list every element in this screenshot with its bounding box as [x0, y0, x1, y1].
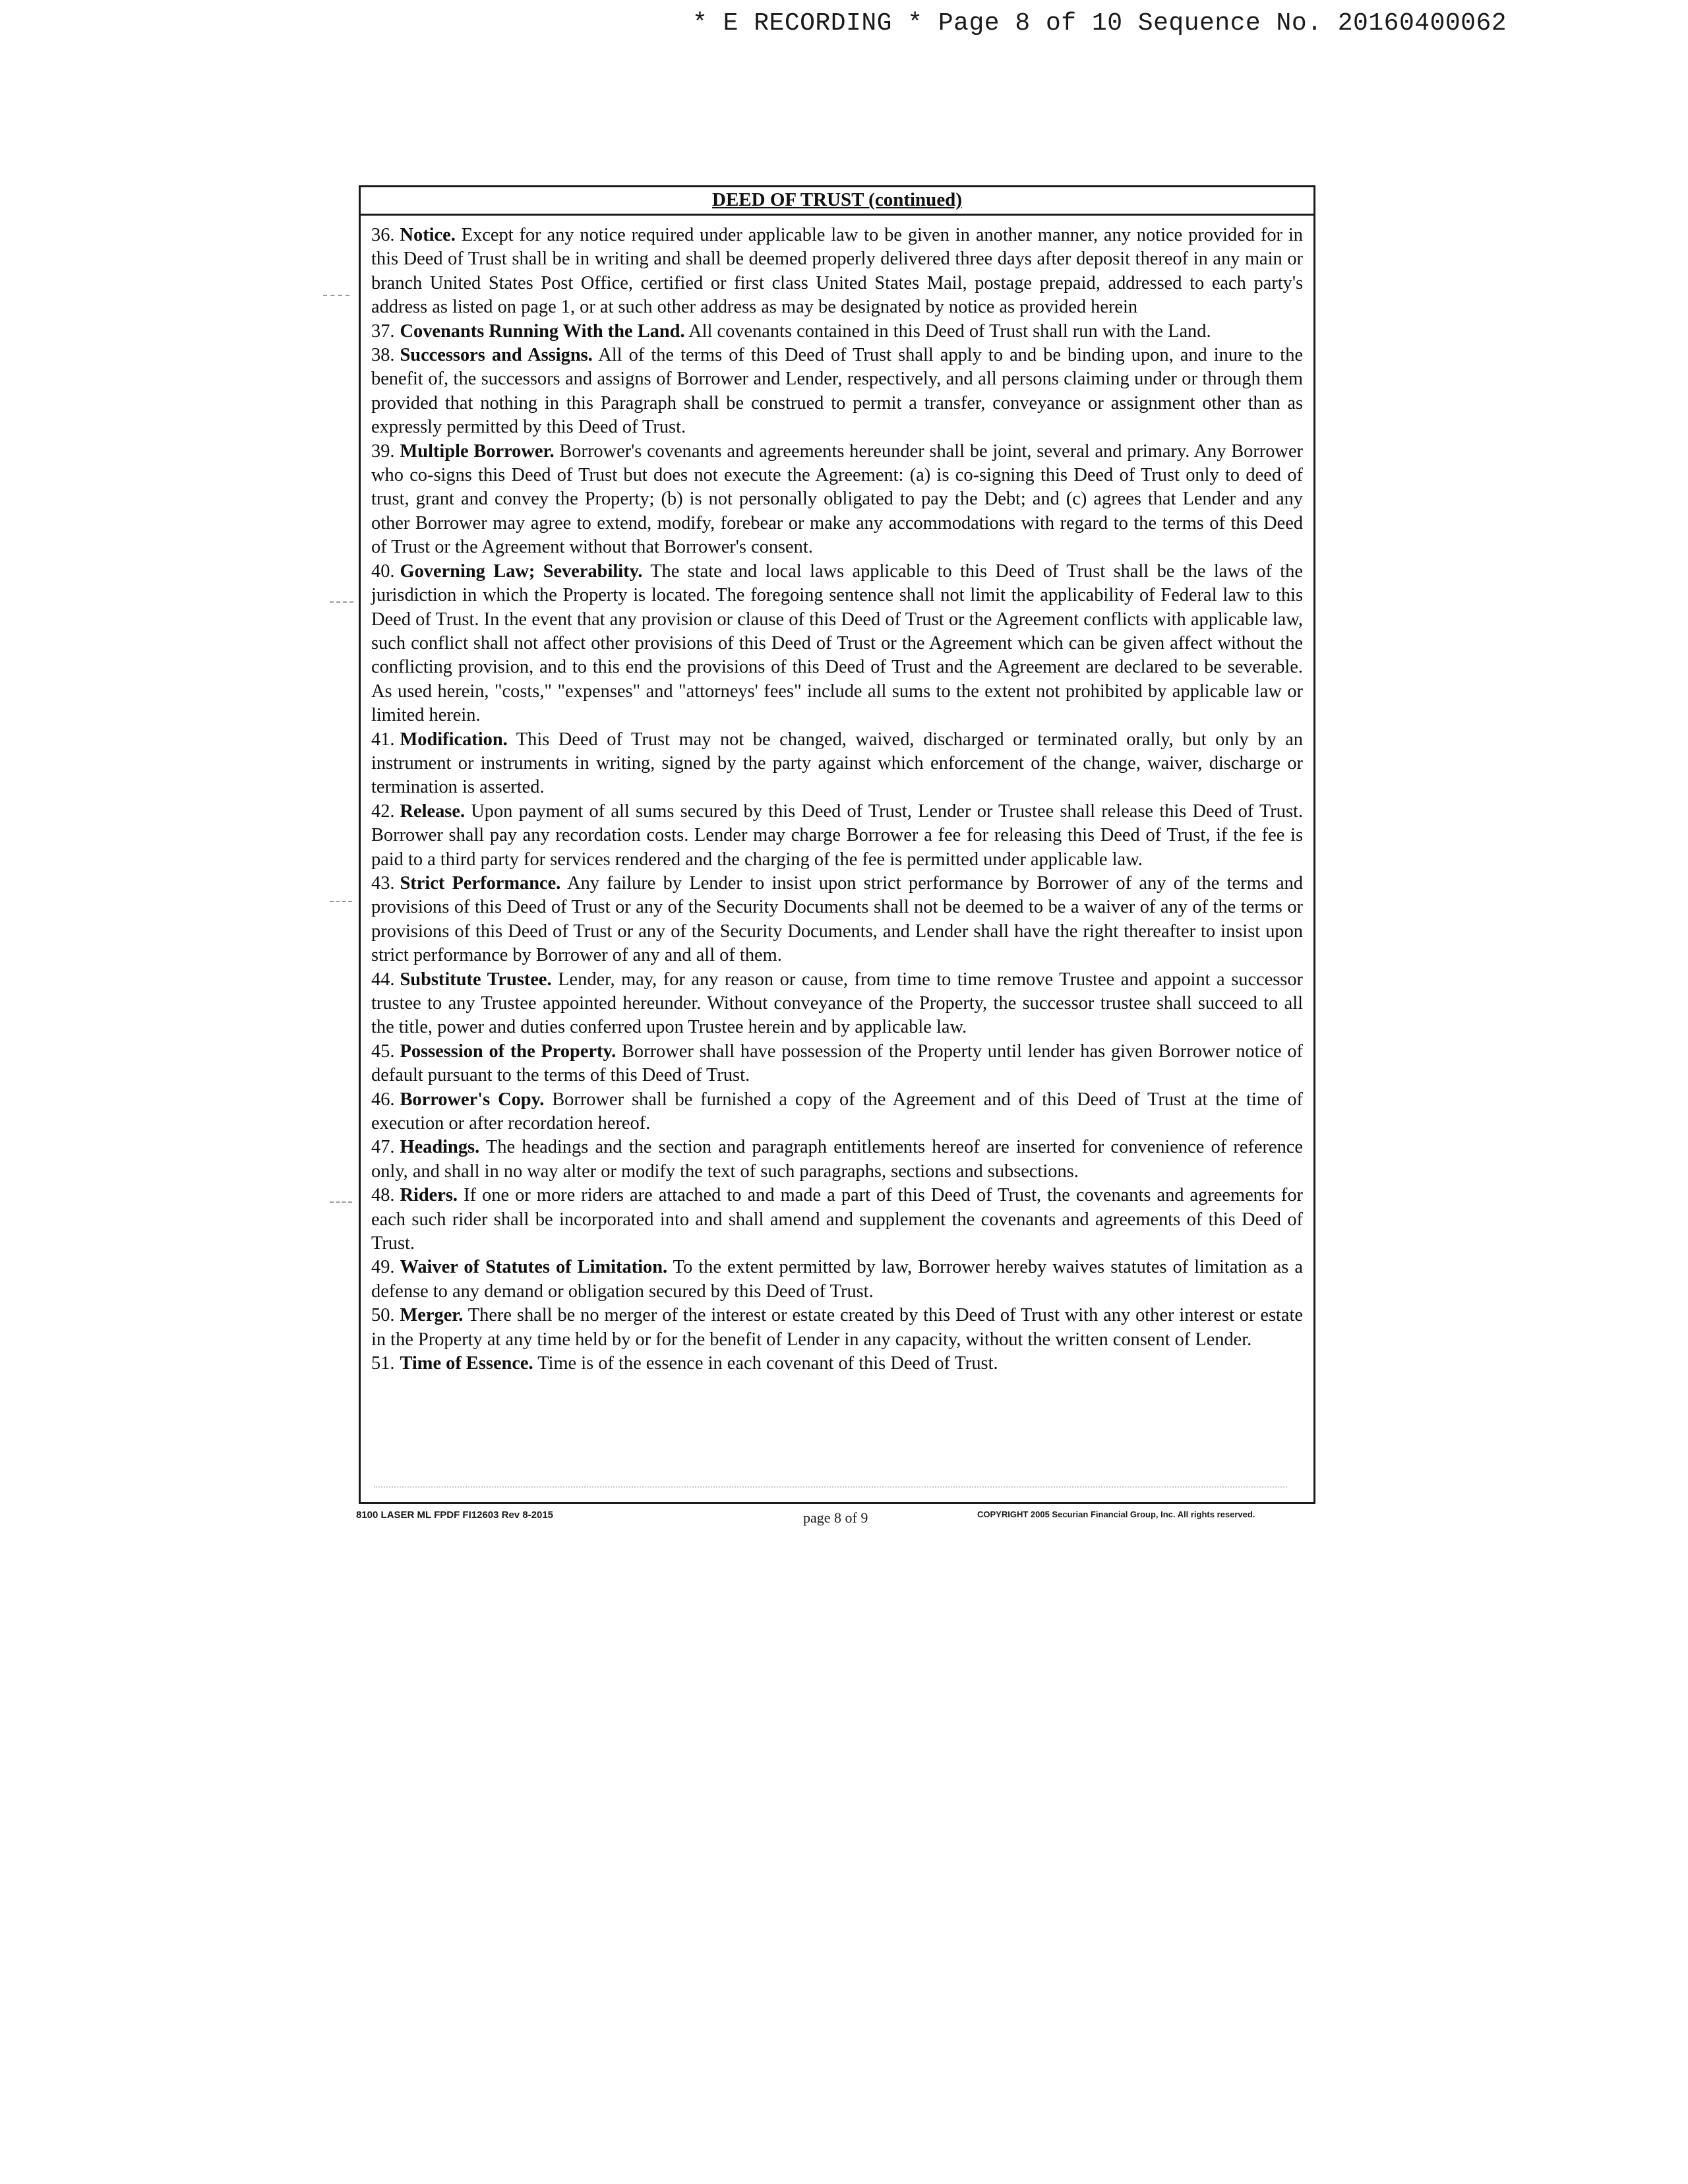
clause-text: The headings and the section and paragraph entitlements hereof are inserted for convenience of reference only, and shall in no way alter or modify the text of such paragraphs, sections and subsections. [371, 1137, 1303, 1182]
clause-heading: Borrower's Copy. [400, 1089, 545, 1110]
clause-number: 40. [371, 561, 395, 582]
clause-text: Borrower shall have possession of the Property until lender has given Borrower notice of default pursuant to the terms of this Deed of Trust. [371, 1041, 1303, 1086]
clause-39 [371, 440, 1303, 560]
clause-42 [371, 800, 1303, 872]
clause-heading: Multiple Borrower. [400, 440, 555, 462]
clause-number: 50. [371, 1305, 395, 1326]
clause-37 [371, 320, 1303, 344]
clause-number: 43. [371, 872, 395, 894]
clause-heading: Substitute Trustee. [400, 969, 552, 990]
document-title [361, 187, 1313, 216]
clause-44 [371, 968, 1303, 1040]
clause-number: 44. [371, 969, 395, 990]
clause-text: The state and local laws applicable to this Deed of Trust shall be the laws of the jurisdiction in which the Property is located. The foregoing sentence shall not limit the applicability of Federal law to this Deed of Trust. In the event that any provision or clause of this Deed of Trust or the Agreement conflicts with applicable law, such conflict shall not affect other provisions of this Deed of Trust or the Agreement which can be given affect without the conflicting provision, and to this end the provisions of this Deed of Trust and the Agreement are declared to be severable. As used herein, "costs," "expenses" and "attorneys' fees" include all sums to the extent not prohibited by applicable law or limited herein. [371, 561, 1303, 726]
clause-number: 51. [371, 1353, 395, 1374]
clause-number: 46. [371, 1089, 395, 1110]
clause-text: Lender, may, for any reason or cause, from time to time remove Trustee and appoint a successor trustee to any Trustee appointed hereunder. Without conveyance of the Property, the successor trustee shall succeed to all the title, power and duties conferred upon Trustee herein and by applicable law. [371, 969, 1303, 1038]
clause-text: To the extent permitted by law, Borrower hereby waives statutes of limitation as a defense to any demand or obligation secured by this Deed of Trust. [371, 1257, 1303, 1302]
clause-heading: Notice. [400, 225, 456, 245]
clause-text: Borrower's covenants and agreements hereunder shall be joint, several and primary. Any Borrower who co-signs this Deed of Trust but does not execute the Agreement: (a) is co-signing this Deed of Trust only to deed of trust, grant and convey the Property; (b) is not personally obligated to pay the Debt; and (c) agrees that Lender and any other Borrower may agree to extend, modify, forebear or make any accommodations with regard to the terms of this Deed of Trust or the Agreement without that Borrower's consent. [371, 440, 1303, 558]
clause-number: 42. [371, 801, 395, 822]
clause-number: 37. [371, 320, 395, 342]
clause-46 [371, 1088, 1303, 1136]
clause-text: Any failure by Lender to insist upon strict performance by Borrower of any of the terms and provisions of this Deed of Trust or any of the Security Documents shall not be deemed to be a waiver of any of the terms or provisions of this Deed of Trust or any of the Security Documents, and Lender shall have the right thereafter to insist upon strict performance by Borrower of any and all of them. [371, 872, 1303, 966]
clause-number: 41. [371, 729, 395, 750]
clause-heading: Waiver of Statutes of Limitation. [400, 1257, 668, 1278]
clause-number: 47. [371, 1137, 395, 1158]
footer-form-id: 8100 LASER ML FPDF FI12603 Rev 8-2015 [356, 1509, 554, 1521]
clause-text: If one or more riders are attached to and made a part of this Deed of Trust, the covenants and agreements for each such rider shall be incorporated into and shall amend and supplement the covenants and agreements of this Deed of Trust. [371, 1185, 1303, 1254]
deed-of-trust-frame [359, 185, 1315, 1504]
clause-36 [371, 224, 1303, 320]
clause-51 [371, 1352, 1303, 1376]
clause-heading: Merger. [400, 1305, 464, 1326]
scan-margin-mark [330, 901, 352, 902]
faint-scan-line [374, 1486, 1287, 1488]
clause-40 [371, 560, 1303, 728]
clause-heading: Time of Essence. [400, 1353, 533, 1374]
clause-text: Time is of the essence in each covenant of this Deed of Trust. [537, 1353, 998, 1374]
footer-copyright: COPYRIGHT 2005 Securian Financial Group, Inc. All rights reserved. [977, 1509, 1255, 1519]
recording-header: * E RECORDING * Page 8 of 10 Sequence No. 20160400062 [692, 9, 1507, 38]
clause-text: There shall be no merger of the interest or estate created by this Deed of Trust with any other interest or estate in the Property at any time held by or for the benefit of Lender in any capacity, without the written consent of Lender. [371, 1305, 1303, 1350]
document-title-text: DEED OF TRUST (continued) [712, 189, 962, 210]
clause-heading: Covenants Running With the Land. [400, 320, 685, 342]
clause-48 [371, 1184, 1303, 1256]
clause-47 [371, 1136, 1303, 1184]
clause-43 [371, 872, 1303, 968]
clause-heading: Headings. [400, 1137, 480, 1158]
clause-50 [371, 1304, 1303, 1352]
scan-margin-mark [330, 1201, 352, 1203]
clause-number: 48. [371, 1185, 395, 1206]
clause-text: Except for any notice required under applicable law to be given in another manner, any notice provided for in this Deed of Trust shall be in writing and shall be deemed properly delivered three days after deposit thereof in any main or branch United States Post Office, certified or first class United States Mail, postage prepaid, addressed to each party's address as listed on page 1, or at such other address as may be designated by notice as provided herein [371, 225, 1303, 318]
clause-number: 45. [371, 1041, 395, 1062]
footer-page-label: page 8 of 9 [803, 1509, 868, 1526]
clause-text: This Deed of Trust may not be changed, waived, discharged or terminated orally, but only by an instrument or instruments in writing, signed by the party against which enforcement of the change, waiver, discharge or termination is asserted. [371, 729, 1303, 798]
clause-45 [371, 1040, 1303, 1088]
clause-41 [371, 728, 1303, 800]
clause-heading: Riders. [400, 1185, 458, 1206]
clause-text: All of the terms of this Deed of Trust shall apply to and be binding upon, and inure to the benefit of, the successors and assigns of Borrower and Lender, respectively, and all persons claiming under or through them provided that nothing in this Paragraph shall be construed to permit a transfer, conveyance or assignment other than as expressly permitted by this Deed of Trust. [371, 345, 1303, 438]
clause-heading: Strict Performance. [400, 872, 561, 894]
scan-margin-mark [330, 601, 353, 603]
document-body [361, 216, 1313, 1376]
clause-49 [371, 1256, 1303, 1304]
clause-38 [371, 344, 1303, 440]
clause-heading: Successors and Assigns. [400, 345, 593, 366]
clause-number: 38. [371, 345, 395, 366]
clause-text: All covenants contained in this Deed of Trust shall run with the Land. [688, 320, 1211, 342]
clause-text: Borrower shall be furnished a copy of the Agreement and of this Deed of Trust at the time of execution or after recordation hereof. [371, 1089, 1303, 1134]
clause-number: 36. [371, 225, 395, 245]
clause-heading: Modification. [400, 729, 508, 750]
clause-number: 49. [371, 1257, 395, 1278]
clause-heading: Governing Law; Severability. [400, 561, 643, 582]
scan-margin-mark [323, 295, 349, 296]
clause-heading: Possession of the Property. [400, 1041, 617, 1062]
clause-text: Upon payment of all sums secured by this Deed of Trust, Lender or Trustee shall release this Deed of Trust. Borrower shall pay any recordation costs. Lender may charge Borrower a fee for releasing this Deed of Trust, if the fee is paid to a third party for services rendered and the charging of the fee is permitted under applicable law. [371, 801, 1303, 870]
clause-number: 39. [371, 440, 395, 462]
clause-heading: Release. [400, 801, 466, 822]
